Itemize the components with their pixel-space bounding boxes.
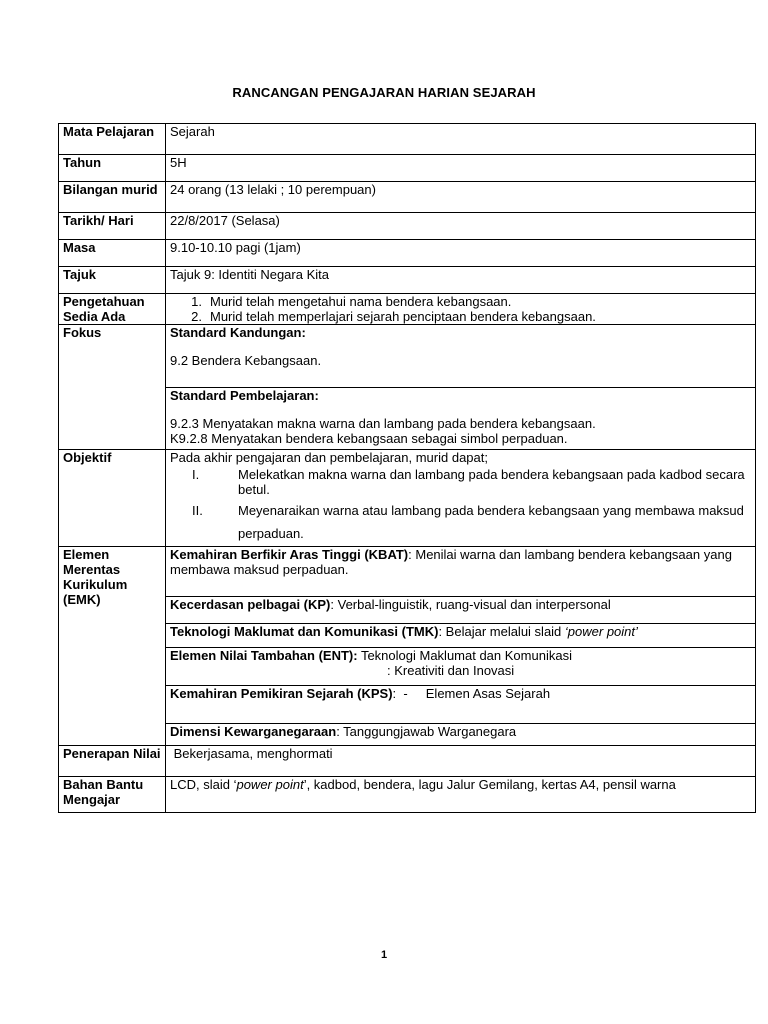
table-row [59, 746, 756, 777]
table-row [59, 547, 756, 597]
row-label: Tarikh/ Hari [59, 213, 166, 240]
ent-cell: Elemen Nilai Tambahan (ENT): Teknologi Maklumat dan Komunikasi : Kreativiti dan Inovasi [166, 648, 756, 686]
table-row [59, 777, 756, 813]
table-row [59, 240, 756, 267]
row-label: Fokus [59, 325, 166, 450]
table-row [59, 325, 756, 388]
standard-pembelajaran-cell: Standard Pembelajaran: 9.2.3 Menyatakan makna warna dan lambang pada bendera kebangsaan. K9.2.8 Menyatakan bendera kebangsaan sebagai simbol perpaduan. [166, 388, 756, 450]
row-label: Pengetahuan Sedia Ada [59, 294, 166, 325]
kp-cell: Kecerdasan pelbagai (KP): Verbal-linguistik, ruang-visual dan interpersonal [166, 597, 756, 624]
row-value: 24 orang (13 lelaki ; 10 perempuan) [166, 182, 756, 213]
row-label: Masa [59, 240, 166, 267]
row-value: 5H [166, 155, 756, 182]
row-value: 22/8/2017 (Selasa) [166, 213, 756, 240]
row-label: Penerapan Nilai [59, 746, 166, 777]
list-item: II. Meyenaraikan warna atau lambang pada bendera kebangsaan yang membawa maksud perpaduan. [192, 503, 744, 541]
row-label: Mata Pelajaran [59, 124, 166, 155]
table-row [59, 124, 756, 155]
table-row [59, 267, 756, 294]
kps-cell: Kemahiran Pemikiran Sejarah (KPS): - Elemen Asas Sejarah [166, 686, 756, 724]
row-value: Sejarah [166, 124, 756, 155]
row-value: Bekerjasama, menghormati [166, 746, 756, 777]
row-label: Bahan Bantu Mengajar [59, 777, 166, 813]
table-row [59, 182, 756, 213]
row-label: Objektif [59, 450, 166, 547]
table-row [59, 213, 756, 240]
row-label: Elemen Merentas Kurikulum (EMK) [59, 547, 166, 746]
table-row [59, 294, 756, 325]
row-label: Bilangan murid [59, 182, 166, 213]
row-label: Tajuk [59, 267, 166, 294]
row-value: LCD, slaid ‘power point’, kadbod, bendera, lagu Jalur Gemilang, kertas A4, pensil warna [166, 777, 756, 813]
list-item: 2. Murid telah memperlajari sejarah penciptaan bendera kebangsaan. [191, 309, 596, 324]
row-value [166, 294, 756, 325]
dimensi-cell: Dimensi Kewarganegaraan: Tanggungjawab Warganegara [166, 724, 756, 746]
list-item: 1. Murid telah mengetahui nama bendera kebangsaan. [191, 294, 512, 309]
table-row [59, 155, 756, 182]
row-value: Tajuk 9: Identiti Negara Kita [166, 267, 756, 294]
list-item: I. Melekatkan makna warna dan lambang pada bendera kebangsaan pada kadbod secara betul. [192, 467, 745, 497]
row-label: Tahun [59, 155, 166, 182]
kbat-cell: Kemahiran Berfikir Aras Tinggi (KBAT): Menilai warna dan lambang bendera kebangsaan yang membawa maksud perpaduan. [166, 547, 756, 597]
lesson-plan-table [58, 123, 756, 813]
page-title: RANCANGAN PENGAJARAN HARIAN SEJARAH [232, 85, 536, 100]
table-row [59, 450, 756, 547]
row-value: Pada akhir pengajaran dan pembelajaran, murid dapat; I. Melekatkan makna warna dan lambang pada bendera kebangsaan pada kadbod secara betul. II. Meyenaraikan warna atau lambang pada bendera kebangsaan yang membawa maksud perpaduan. [166, 450, 756, 547]
page-number: 1 [380, 949, 388, 961]
standard-kandungan-cell: Standard Kandungan: 9.2 Bendera Kebangsaan. [166, 325, 756, 388]
row-value: 9.10-10.10 pagi (1jam) [166, 240, 756, 267]
tmk-cell: Teknologi Maklumat dan Komunikasi (TMK): Belajar melalui slaid ‘power point’ [166, 624, 756, 648]
